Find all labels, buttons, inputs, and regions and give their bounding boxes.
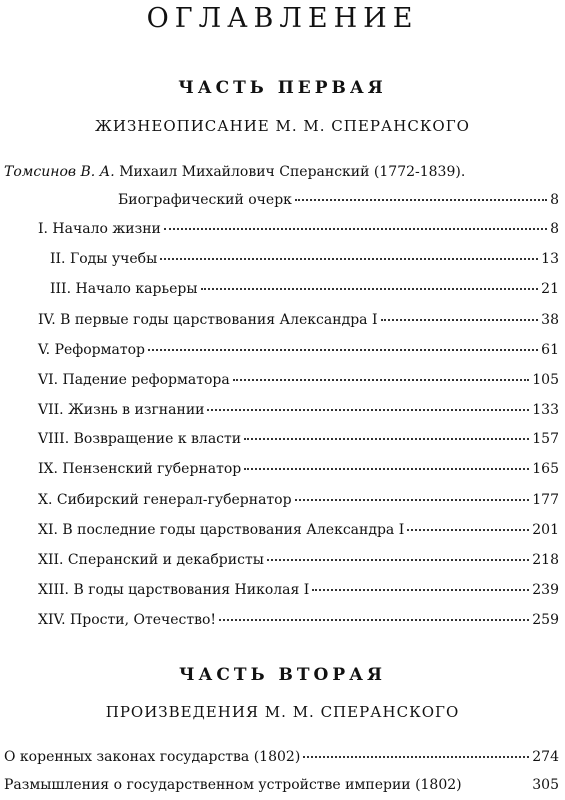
page-number: 157 — [532, 431, 559, 447]
work-label: О коренных законах государства (1802) — [4, 749, 301, 765]
page-number: 13 — [541, 251, 559, 267]
dot-leader — [244, 438, 529, 440]
page-number: 201 — [532, 522, 559, 538]
dot-leader — [233, 379, 530, 381]
page-number: 21 — [541, 281, 559, 297]
part-one-subtitle: ЖИЗНЕОПИСАНИЕ М. М. СПЕРАНСКОГО — [95, 117, 470, 135]
toc-entry[interactable] — [38, 401, 559, 419]
chapter-label: X. Сибирский генерал-губернатор — [38, 492, 292, 508]
page-title: ОГЛАВЛЕНИЕ — [146, 3, 419, 34]
part-two-title: ЧАСТЬ ВТОРАЯ — [179, 665, 386, 685]
chapter-label: XI. В последние годы царствования Александра I — [38, 522, 405, 538]
page-number: 165 — [532, 461, 559, 477]
dot-leader — [407, 529, 529, 531]
page-number: 218 — [532, 552, 559, 568]
toc-entry[interactable] — [38, 311, 559, 329]
part-two-subtitle: ПРОИЗВЕДЕНИЯ М. М. СПЕРАНСКОГО — [105, 703, 460, 721]
dot-leader — [381, 319, 539, 321]
page-number: 61 — [541, 342, 559, 358]
page-number: 274 — [532, 749, 559, 765]
work-label: Размышления о государственном устройстве империи (1802) — [4, 777, 462, 793]
toc-entry[interactable] — [38, 341, 559, 359]
chapter-label: V. Реформатор — [38, 342, 145, 358]
chapter-label: XIII. В годы царствования Николая I — [38, 582, 310, 598]
page-number: 8 — [550, 192, 559, 208]
toc-entry[interactable] — [38, 220, 559, 238]
dot-leader — [295, 199, 547, 201]
toc-entry[interactable] — [38, 581, 559, 599]
chapter-label: XIV. Прости, Отечество! — [38, 612, 217, 628]
page-number: 105 — [532, 372, 559, 388]
dot-leader — [244, 468, 529, 470]
dot-leader — [148, 349, 538, 351]
dot-leader — [160, 258, 538, 260]
toc-entry[interactable] — [50, 280, 559, 298]
chapter-label: III. Начало карьеры — [50, 281, 198, 297]
page-number: 259 — [532, 612, 559, 628]
chapter-label: IV. В первые годы царствования Александра I — [38, 312, 378, 328]
dot-leader — [295, 499, 530, 501]
toc-entry-work[interactable] — [118, 191, 559, 209]
toc-entry[interactable] — [38, 611, 559, 629]
dot-leader — [312, 589, 529, 591]
page-number: 38 — [541, 312, 559, 328]
chapter-label: VI. Падение реформатора — [38, 372, 230, 388]
toc-entry[interactable] — [38, 551, 559, 569]
chapter-label: I. Начало жизни — [38, 221, 161, 237]
work-title: Михаил Михайлович Сперанский (1772-1839). — [119, 164, 466, 180]
chapter-label: XII. Сперанский и декабристы — [38, 552, 264, 568]
chapter-label: IX. Пензенский губернатор — [38, 461, 242, 477]
toc-entry[interactable] — [38, 491, 559, 509]
chapter-label: VII. Жизнь в изгнании — [38, 402, 205, 418]
part-one-title: ЧАСТЬ ПЕРВАЯ — [178, 78, 387, 98]
work-title-line — [4, 163, 560, 181]
page-number: 305 — [532, 777, 559, 793]
page-number: 177 — [532, 492, 559, 508]
toc-entry[interactable] — [4, 776, 559, 794]
dot-leader — [303, 756, 529, 758]
page-number: 239 — [532, 582, 559, 598]
dot-leader — [207, 409, 529, 411]
toc-entry[interactable] — [38, 430, 559, 448]
toc-entry[interactable] — [38, 371, 559, 389]
page-number: 133 — [532, 402, 559, 418]
dot-leader — [267, 559, 529, 561]
work-author: Томсинов В. А. — [4, 164, 115, 180]
toc-entry[interactable] — [4, 748, 559, 766]
page-number: 8 — [550, 221, 559, 237]
toc-entry[interactable] — [38, 460, 559, 478]
dot-leader — [164, 228, 547, 230]
chapter-label: II. Годы учебы — [50, 251, 158, 267]
toc-entry[interactable] — [38, 521, 559, 539]
toc-entry[interactable] — [50, 250, 559, 268]
work-subtitle: Биографический очерк — [118, 192, 292, 208]
dot-leader — [219, 619, 529, 621]
chapter-label: VIII. Возвращение к власти — [38, 431, 242, 447]
dot-leader — [201, 288, 539, 290]
